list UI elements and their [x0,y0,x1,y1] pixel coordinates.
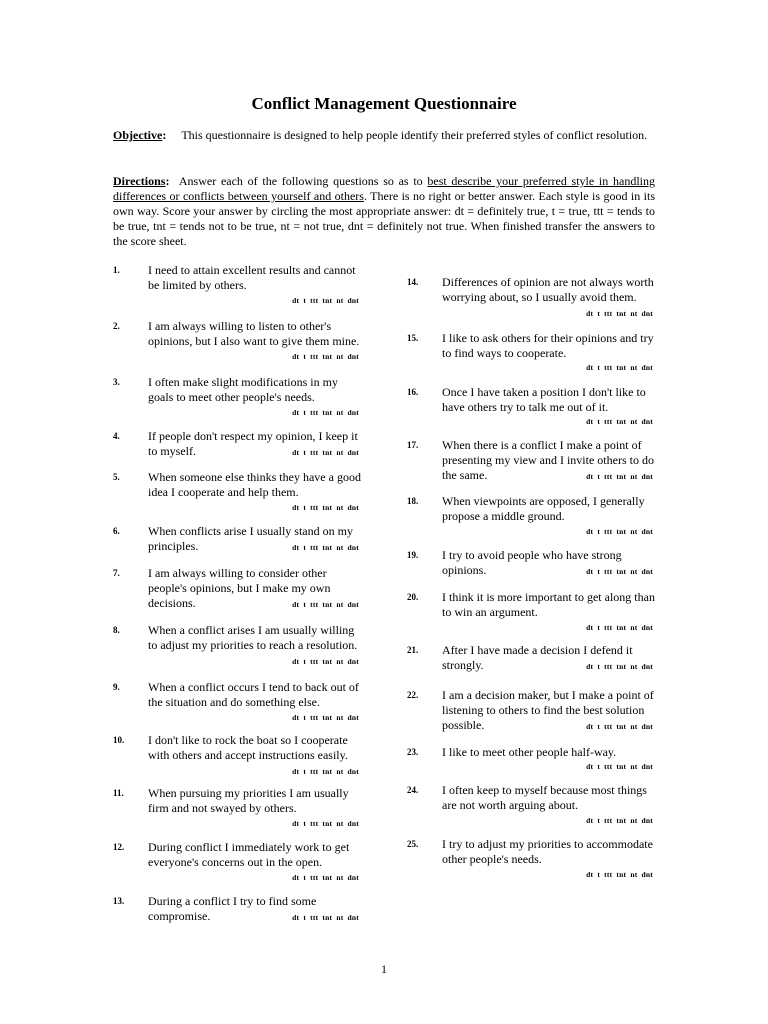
question-number: 10. [113,735,125,745]
question-number: 25. [407,839,419,849]
question-text: I like to ask others for their opinions and try to find ways to cooperate. [442,331,654,360]
answer-scale: dt t ttt tnt nt dnt [292,408,359,417]
answer-scale: dt t ttt tnt nt dnt [292,657,359,666]
question-number: 4. [113,431,120,441]
question-text: Differences of opinion are not always worth worrying about, so I usually avoid them. [442,275,654,304]
question-text: If people don't respect my opinion, I keep it to myself. [148,429,358,458]
answer-scale: dt t ttt tnt nt dnt [586,623,653,632]
question-number: 21. [407,645,419,655]
question-text: After I have made a decision I defend it strongly. [442,643,633,672]
directions-paragraph: Directions: Answer each of the following questions so as to best describe your preferred style in handling differences or conflicts between yourself and others. There is no right or better answer. Each style is good in its own way. Score your answer by circling the most appropriate answer: dt = definitely true, t = true, ttt = tends to be true, tnt = tends not to be true, nt = not true, dnt = definitely not true. When finished transfer the answers to the score sheet. [113,174,656,248]
answer-scale: dt t ttt tnt nt dnt [586,417,653,426]
directions-label: Directions [113,174,166,188]
question-text: I try to avoid people who have strong opinions. [442,548,622,577]
answer-scale: dt t ttt tnt nt dnt [292,543,359,552]
question-text: During a conflict I try to find some compromise. [148,894,317,923]
question-text: I am always willing to consider other people's opinions, but I make my own decisions. [148,566,331,610]
answer-scale: dt t ttt tnt nt dnt [586,527,653,536]
objective-paragraph: Objective: This questionnaire is designed to help people identify their preferred styles of conflict resolution. [113,128,648,142]
answer-scale: dt t ttt tnt nt dnt [586,472,653,481]
directions-text-before: Answer each of the following questions so as to [178,174,428,188]
question-text: I am always willing to listen to other's opinions, but I also want to give them mine. [148,319,360,348]
question-number: 20. [407,592,419,602]
question-number: 1. [113,265,120,275]
question-number: 14. [407,277,419,287]
question-text: When a conflict occurs I tend to back out of the situation and do something else. [148,680,359,709]
question-number: 11. [113,788,124,798]
answer-scale: dt t ttt tnt nt dnt [292,503,359,512]
answer-scale: dt t ttt tnt nt dnt [292,352,359,361]
answer-scale: dt t ttt tnt nt dnt [586,662,653,671]
question-text: When viewpoints are opposed, I generally propose a middle ground. [442,494,645,523]
directions-text-underlined: best describe your preferred style in handling differences or conflicts between yourself and others [113,174,655,203]
question-number: 6. [113,526,120,536]
question-text: When pursuing my priorities I am usually firm and not swayed by others. [148,786,349,815]
question-text: I don't like to rock the boat so I cooperate with others and accept instructions easily. [148,733,348,762]
answer-scale: dt t ttt tnt nt dnt [292,296,359,305]
question-text: I try to adjust my priorities to accommodate other people's needs. [442,837,653,866]
question-number: 23. [407,747,419,757]
question-text: When conflicts arise I usually stand on my principles. [148,524,353,553]
question-text: When there is a conflict I make a point of presenting my view and I invite others to do the same. [442,438,654,482]
question-number: 3. [113,377,120,387]
question-number: 19. [407,550,419,560]
question-text: I think it is more important to get along than to win an argument. [442,590,655,619]
question-text: Once I have taken a position I don't like to have others try to talk me out of it. [442,385,646,414]
answer-scale: dt t ttt tnt nt dnt [292,913,359,922]
question-text: I need to attain excellent results and cannot be limited by others. [148,263,356,292]
answer-scale: dt t ttt tnt nt dnt [586,870,653,879]
answer-scale: dt t ttt tnt nt dnt [586,567,653,576]
page-number: 1 [381,962,387,976]
question-text: During conflict I immediately work to get everyone's concerns out in the open. [148,840,350,869]
answer-scale: dt t ttt tnt nt dnt [292,819,359,828]
answer-scale: dt t ttt tnt nt dnt [292,767,359,776]
question-number: 22. [407,690,419,700]
question-number: 16. [407,387,419,397]
question-number: 15. [407,333,419,343]
answer-scale: dt t ttt tnt nt dnt [586,309,653,318]
answer-scale: dt t ttt tnt nt dnt [292,713,359,722]
question-text: When someone else thinks they have a good idea I cooperate and help them. [148,470,361,499]
answer-scale: dt t ttt tnt nt dnt [292,448,359,457]
question-text: I like to meet other people half-way. [442,745,617,759]
answer-scale: dt t ttt tnt nt dnt [292,600,359,609]
question-text: I am a decision maker, but I make a point of listening to others to find the best solution possible. [442,688,654,732]
page-title: Conflict Management Questionnaire [251,94,517,113]
question-text: When a conflict arises I am usually willing to adjust my priorities to reach a resolution. [148,623,358,652]
objective-label: Objective [113,128,163,142]
question-number: 12. [113,842,125,852]
question-number: 17. [407,440,419,450]
answer-scale: dt t ttt tnt nt dnt [586,762,653,771]
answer-scale: dt t ttt tnt nt dnt [292,873,359,882]
question-number: 13. [113,896,125,906]
question-number: 8. [113,625,120,635]
question-number: 7. [113,568,120,578]
answer-scale: dt t ttt tnt nt dnt [586,816,653,825]
answer-scale: dt t ttt tnt nt dnt [586,722,653,731]
objective-text: This questionnaire is designed to help people identify their preferred styles of conflict resolution. [181,128,648,142]
question-text: I often make slight modifications in my goals to meet other people's needs. [148,375,338,404]
answer-scale: dt t ttt tnt nt dnt [586,363,653,372]
directions-text-after: . There is no right or better answer. Each style is good in its own way. Score your answer by circling the most appropriate answer: dt = definitely true, t = true, ttt = tends to be true, tnt = tends not to be true, nt = not true, dnt = definitely not true. When finished transfer the answers to the score sheet. [113,189,656,248]
question-number: 2. [113,321,120,331]
question-text: I often keep to myself because most things are not worth arguing about. [442,783,647,812]
question-number: 5. [113,472,120,482]
question-number: 18. [407,496,419,506]
question-number: 9. [113,682,120,692]
question-number: 24. [407,785,419,795]
